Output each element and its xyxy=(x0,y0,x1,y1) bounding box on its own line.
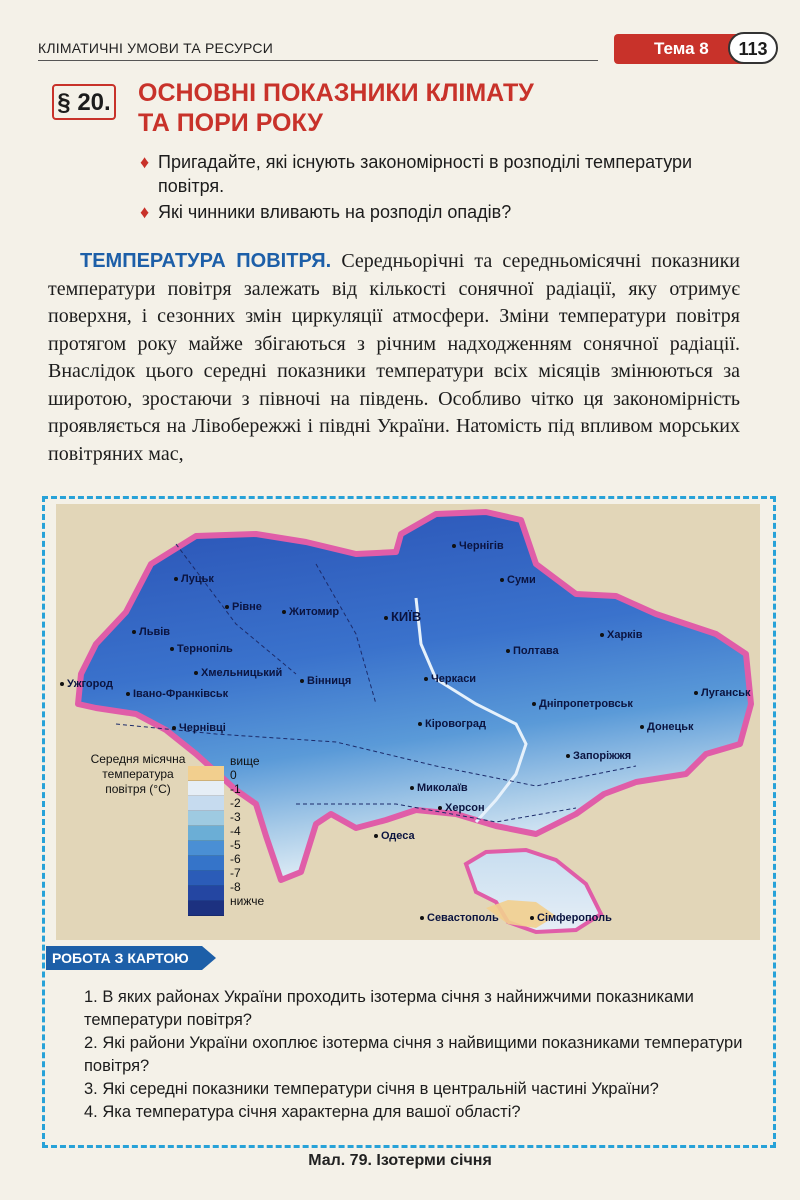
city-poltava: Полтава xyxy=(506,645,559,657)
city-simferopol: Сімферополь xyxy=(530,912,612,924)
legend-label: вище xyxy=(230,754,260,768)
legend-label: 0 xyxy=(230,768,237,782)
city-sumy: Суми xyxy=(500,574,536,586)
city-kherson: Херсон xyxy=(438,802,485,814)
diamond-bullet-icon: ♦ xyxy=(140,152,150,172)
legend-label: -2 xyxy=(230,796,241,810)
city-ternopil: Тернопіль xyxy=(170,643,233,655)
task-heading-arrow xyxy=(202,946,216,970)
task-list xyxy=(84,986,744,1124)
city-zaporizhzhia: Запоріжжя xyxy=(566,750,631,762)
city-chernihiv: Чернігів xyxy=(452,540,504,552)
title-line-2: ТА ПОРИ РОКУ xyxy=(138,109,323,137)
title-line-1: ОСНОВНІ ПОКАЗНИКИ КЛІМАТУ xyxy=(138,79,534,107)
city-vinnytsia: Вінниця xyxy=(300,675,351,687)
question-item: ♦ Які чинники вливають на розподіл опадів? xyxy=(140,202,512,222)
city-uzhhorod: Ужгород xyxy=(60,678,113,690)
task-item: 3. Які середні показники температури січня в центральній частині України? xyxy=(84,1080,659,1098)
question-item: ♦ Пригадайте, які існують закономірності в розподілі температури повітря. xyxy=(140,152,693,196)
theme-label: Тема 8 xyxy=(614,34,744,64)
legend-label: нижче xyxy=(230,894,265,908)
city-zhytomyr: Житомир xyxy=(282,606,339,618)
city-donetsk: Донецьк xyxy=(640,721,693,733)
legend-title: Середня місячна температура повітря (°С) xyxy=(90,752,186,796)
city-kirovohrad: Кіровоград xyxy=(418,718,486,730)
body-lead: ТЕМПЕРАТУРА ПОВІТРЯ. xyxy=(80,250,332,272)
diamond-bullet-icon: ♦ xyxy=(140,202,150,222)
city-ivano-frankivsk: Івано-Франківськ xyxy=(126,688,228,700)
page-number: 113 xyxy=(728,32,778,64)
task-item: 4. Яка температура січня характерна для вашої області? xyxy=(84,1103,521,1121)
legend-label: -4 xyxy=(230,824,241,838)
paragraph-title xyxy=(138,78,698,138)
task-item: 1. В яких районах України проходить ізотерма січня з найнижчими показниками температури повітря? xyxy=(84,988,694,1029)
task-item: 2. Які райони України охоплює ізотерма січня з найвищими показниками температури повітря? xyxy=(84,1034,743,1075)
city-mykolaiv: Миколаїв xyxy=(410,782,468,794)
city-khmelnytskyi: Хмельницький xyxy=(194,667,282,679)
legend-label: -7 xyxy=(230,866,241,880)
paragraph-number: § 20. xyxy=(52,84,116,120)
recall-questions xyxy=(140,150,740,226)
city-cherkasy: Черкаси xyxy=(424,673,476,685)
figure-caption: Мал. 79. Ізотерми січня xyxy=(308,1152,492,1169)
city-lviv: Львів xyxy=(132,626,170,638)
legend-label: -3 xyxy=(230,810,241,824)
task-heading: РОБОТА З КАРТОЮ xyxy=(46,946,202,970)
legend-label: -5 xyxy=(230,838,241,852)
legend-label: -8 xyxy=(230,880,241,894)
legend-label: -6 xyxy=(230,852,241,866)
city-kharkiv: Харків xyxy=(600,629,643,641)
city-dnipropetrovsk: Дніпропетровськ xyxy=(532,698,633,710)
city-chernivtsi: Чернівці xyxy=(172,722,226,734)
body-paragraph xyxy=(48,248,740,468)
legend-label: -1 xyxy=(230,782,241,796)
city-rivne: Рівне xyxy=(225,601,262,613)
page-header xyxy=(38,34,778,64)
city-odesa: Одеса xyxy=(374,830,415,842)
body-text: Середньорічні та середньомісячні показники температури повітря залежать від кількості сонячної радіації, яку отримує поверхня, і сезонних змін циркуляції атмосфери. Зміни температури повітря протягом року майже збігаються з річним надходженням сонячної радіації. Внаслідок цього середні показники температури всіх місяців змінюються за широтою, зростаючи з півночі на південь. Особливо чітко ця закономірність проявляється на Лівобережжі і півдні України. Натомість під впливом морських повітряних мас, xyxy=(48,250,741,465)
city-kyiv: КИЇВ xyxy=(384,609,421,624)
city-lutsk: Луцьк xyxy=(174,573,214,585)
city-sevastopol: Севастополь xyxy=(420,912,499,924)
section-title: КЛІМАТИЧНІ УМОВИ ТА РЕСУРСИ xyxy=(38,40,273,56)
header-rule xyxy=(38,60,598,61)
city-luhansk: Луганськ xyxy=(694,687,751,699)
